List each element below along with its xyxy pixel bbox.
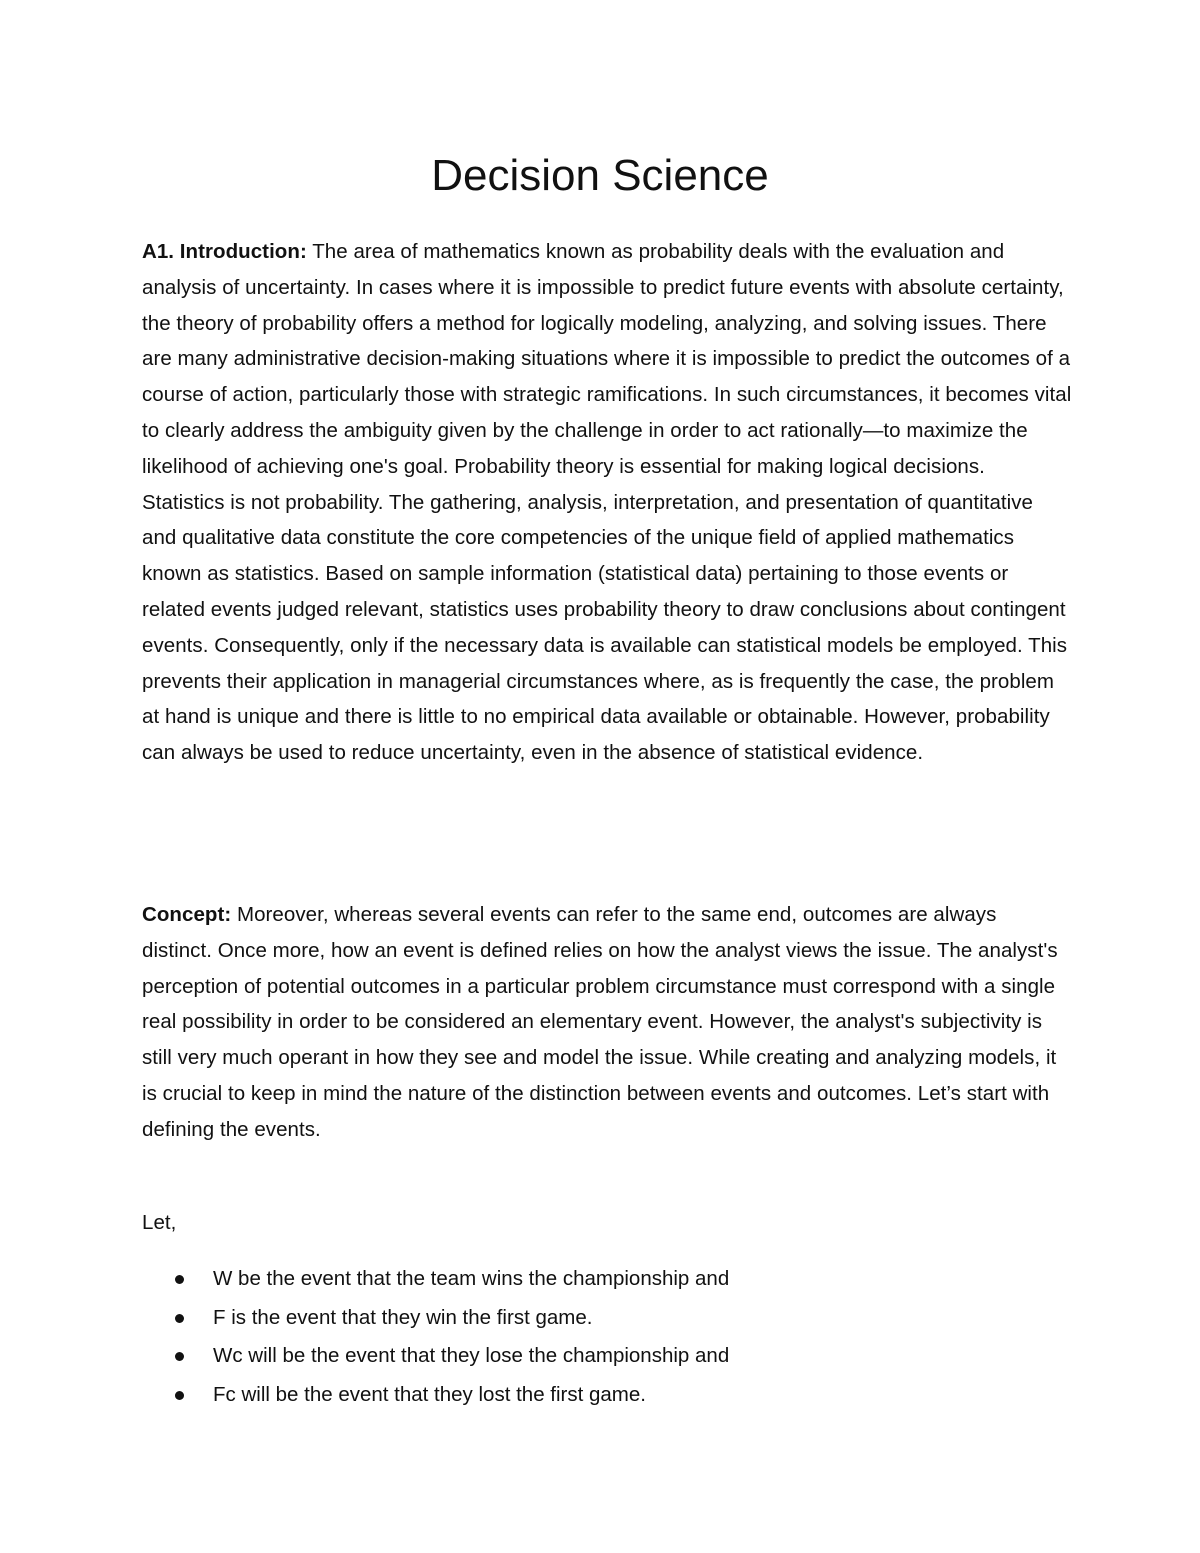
event-text: W be the event that the team wins the championship and [213, 1267, 730, 1290]
introduction-paragraph [142, 234, 1072, 771]
bullet-icon [175, 1314, 184, 1323]
page-title: Decision Science [431, 151, 769, 200]
event-text: Wc will be the event that they lose the championship and [213, 1344, 730, 1367]
list-item [142, 1299, 1072, 1338]
event-text: F is the event that they win the first game. [213, 1305, 593, 1329]
introduction-text: The area of mathematics known as probability deals with the evaluation and analysis of uncertainty. In cases where it is impossible to predict future events with absolute certainty, the theory of probability offers a method for logically modeling, analyzing, and solving issues. There are many administrative decision-making situations where it is impossible to predict the outcomes of a course of action, particularly those with strategic ramifications. In such circumstances, it becomes vital to clearly address the ambiguity given by the challenge in order to act rationally—to maximize the likelihood of achieving one's goal. Probability theory is essential for making logical decisions. Statistics is not probability. The gathering, analysis, interpretation, and presentation of quantitative and qualitative data constitute the core competencies of the unique field of applied mathematics known as statistics. Based on sample information (statistical data) pertaining to those events or related events judged relevant, statistics uses probability theory to draw conclusions about contingent events. Consequently, only if the necessary data is available can statistical models be employed. This prevents their application in managerial circumstances where, as is frequently the case, the problem at hand is unique and there is little to no empirical data available or obtainable. However, probability can always be used to reduce uncertainty, even in the absence of statistical evidence. [142, 240, 1072, 765]
introduction-heading: A1. Introduction: [142, 240, 307, 263]
event-text: Fc will be the event that they lost the first game. [213, 1382, 646, 1406]
concept-paragraph [142, 897, 1072, 1148]
event-definitions-list [142, 1260, 1072, 1414]
bullet-icon [175, 1352, 184, 1361]
list-item [142, 1260, 1072, 1299]
concept-heading: Concept: [142, 903, 232, 926]
bullet-icon [175, 1275, 184, 1284]
list-item [142, 1337, 1072, 1376]
bullet-icon [175, 1391, 184, 1400]
list-item [142, 1376, 1072, 1415]
let-label: Let, [142, 1211, 177, 1234]
concept-text: Moreover, whereas several events can refer to the same end, outcomes are always distinct. Once more, how an event is defined relies on how the analyst views the issue. The analyst's perception of potential outcomes in a particular problem circumstance must correspond with a single real possibility in order to be considered an elementary event. However, the analyst's subjectivity is still very much operant in how they see and model the issue. While creating and analyzing models, it is crucial to keep in mind the nature of the distinction between events and outcomes. Let’s start with defining the events. [142, 903, 1058, 1141]
